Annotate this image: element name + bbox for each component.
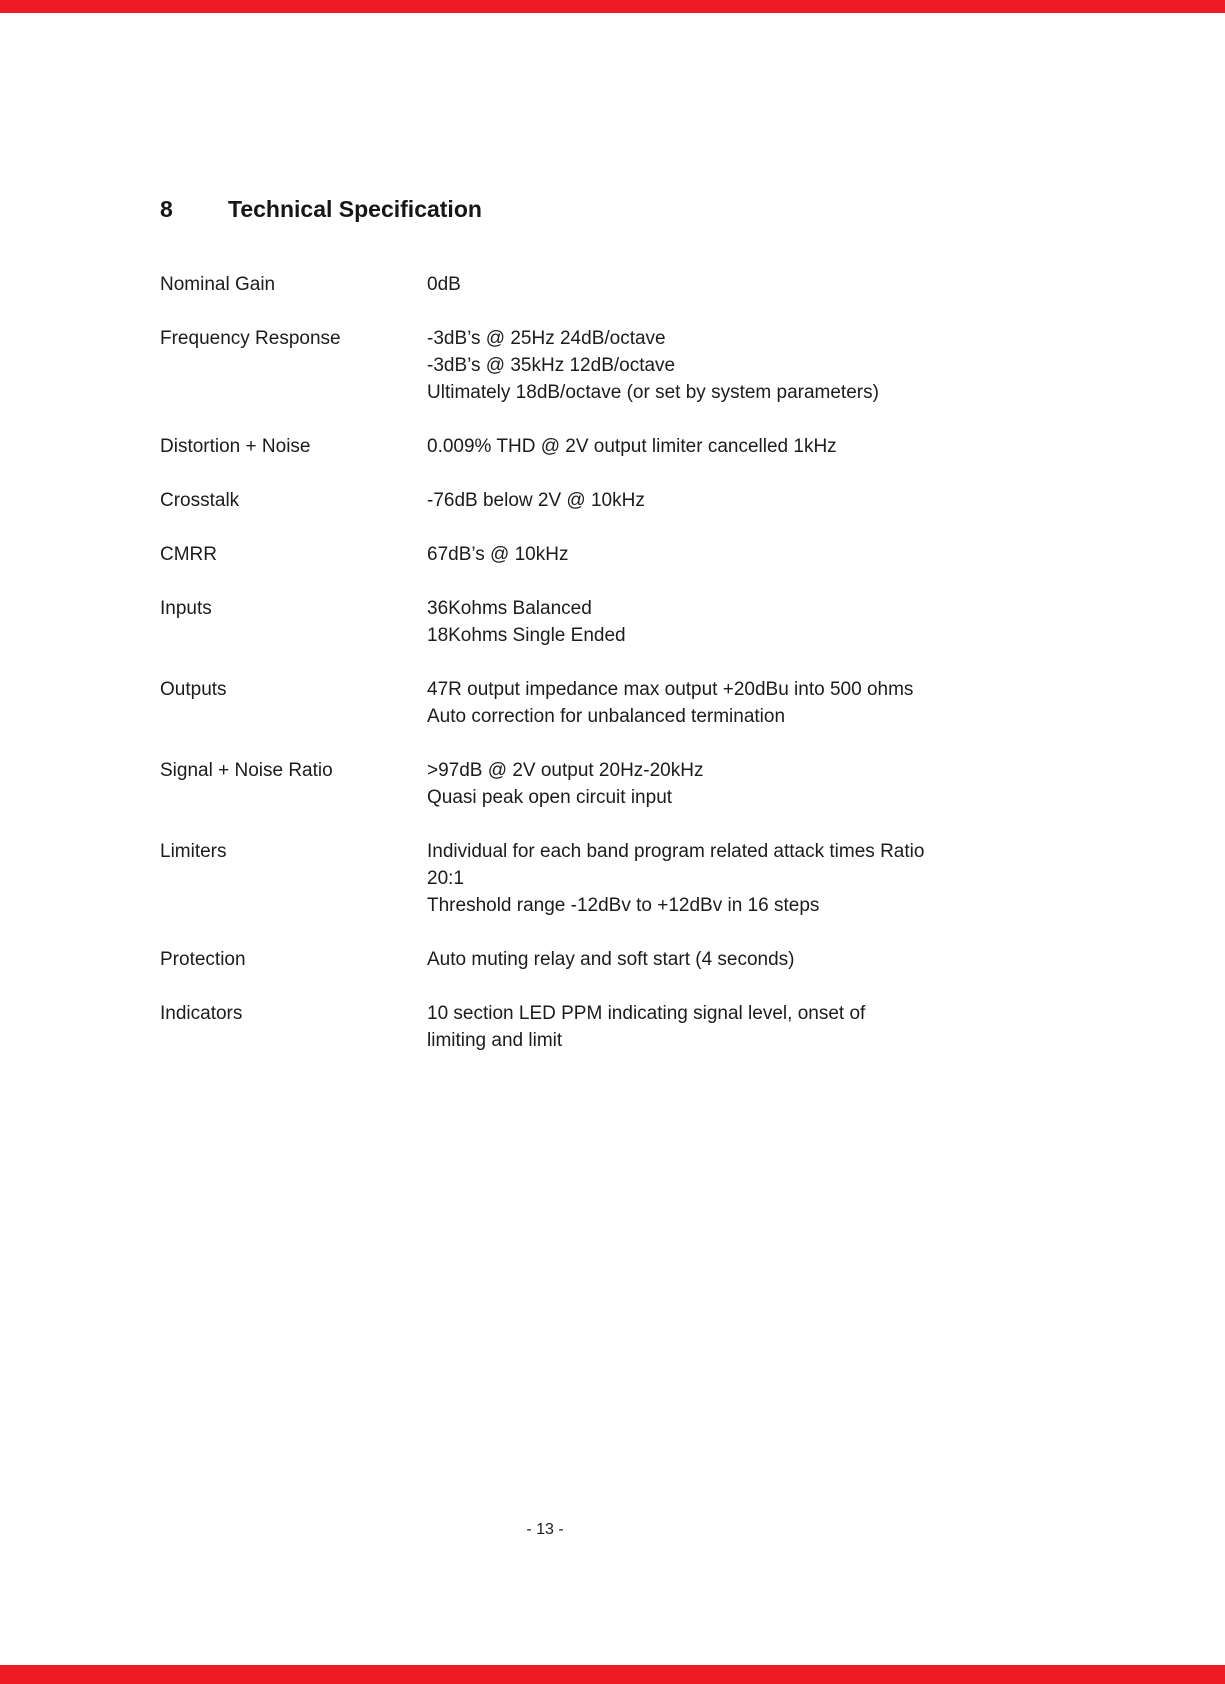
spec-line: 47R output impedance max output +20dBu into 500 ohms [427, 679, 914, 700]
page-content [160, 196, 1100, 1081]
spec-row [160, 676, 1100, 730]
spec-line: -3dB’s @ 35kHz 12dB/octave [427, 355, 676, 376]
top-red-bar [0, 0, 1225, 13]
spec-value [427, 946, 927, 973]
spec-label: Outputs [160, 679, 227, 700]
spec-value [427, 541, 927, 568]
spec-label: CMRR [160, 544, 217, 565]
spec-row [160, 757, 1100, 811]
spec-line: >97dB @ 2V output 20Hz-20kHz [427, 760, 704, 781]
spec-label: Signal + Noise Ratio [160, 760, 333, 781]
spec-label: Inputs [160, 598, 212, 619]
section-heading [160, 196, 1100, 223]
spec-value [427, 271, 927, 298]
bottom-red-bar [0, 1665, 1225, 1684]
spec-value [427, 433, 927, 460]
section-number: 8 [160, 196, 173, 222]
spec-value [427, 487, 927, 514]
spec-line: -76dB below 2V @ 10kHz [427, 490, 645, 511]
spec-line: 0.009% THD @ 2V output limiter cancelled 1kHz [427, 436, 837, 457]
spec-line: Individual for each band program related attack times Ratio 20:1 [427, 841, 925, 889]
spec-line: Auto muting relay and soft start (4 seconds) [427, 949, 795, 970]
spec-line: 18Kohms Single Ended [427, 625, 626, 646]
spec-label: Frequency Response [160, 328, 341, 349]
spec-row [160, 487, 1100, 514]
spec-line: 36Kohms Balanced [427, 598, 592, 619]
spec-line: Ultimately 18dB/octave (or set by system parameters) [427, 382, 879, 403]
spec-row [160, 271, 1100, 298]
spec-row [160, 946, 1100, 973]
spec-line: Threshold range -12dBv to +12dBv in 16 steps [427, 895, 820, 916]
spec-line: Auto correction for unbalanced termination [427, 706, 786, 727]
spec-row [160, 1000, 1100, 1054]
spec-row [160, 325, 1100, 406]
spec-line: 0dB [427, 274, 461, 295]
spec-row [160, 838, 1100, 919]
spec-value [427, 757, 927, 811]
spec-line: 67dB’s @ 10kHz [427, 544, 569, 565]
spec-row [160, 595, 1100, 649]
page-number: - 13 - [526, 1521, 564, 1538]
spec-line: Quasi peak open circuit input [427, 787, 673, 808]
spec-label: Distortion + Noise [160, 436, 311, 457]
spec-label: Indicators [160, 1003, 243, 1024]
section-title: Technical Specification [228, 196, 482, 222]
spec-label: Protection [160, 949, 246, 970]
spec-value [427, 676, 927, 730]
spec-line: 10 section LED PPM indicating signal level, onset of limiting and limit [427, 1003, 866, 1051]
spec-label: Crosstalk [160, 490, 240, 511]
spec-row [160, 541, 1100, 568]
spec-value [427, 595, 927, 649]
spec-label: Limiters [160, 841, 227, 862]
spec-value [427, 325, 927, 406]
spec-value [427, 1000, 927, 1054]
spec-value [427, 838, 927, 919]
spec-row [160, 433, 1100, 460]
spec-label: Nominal Gain [160, 274, 276, 295]
spec-line: -3dB’s @ 25Hz 24dB/octave [427, 328, 666, 349]
